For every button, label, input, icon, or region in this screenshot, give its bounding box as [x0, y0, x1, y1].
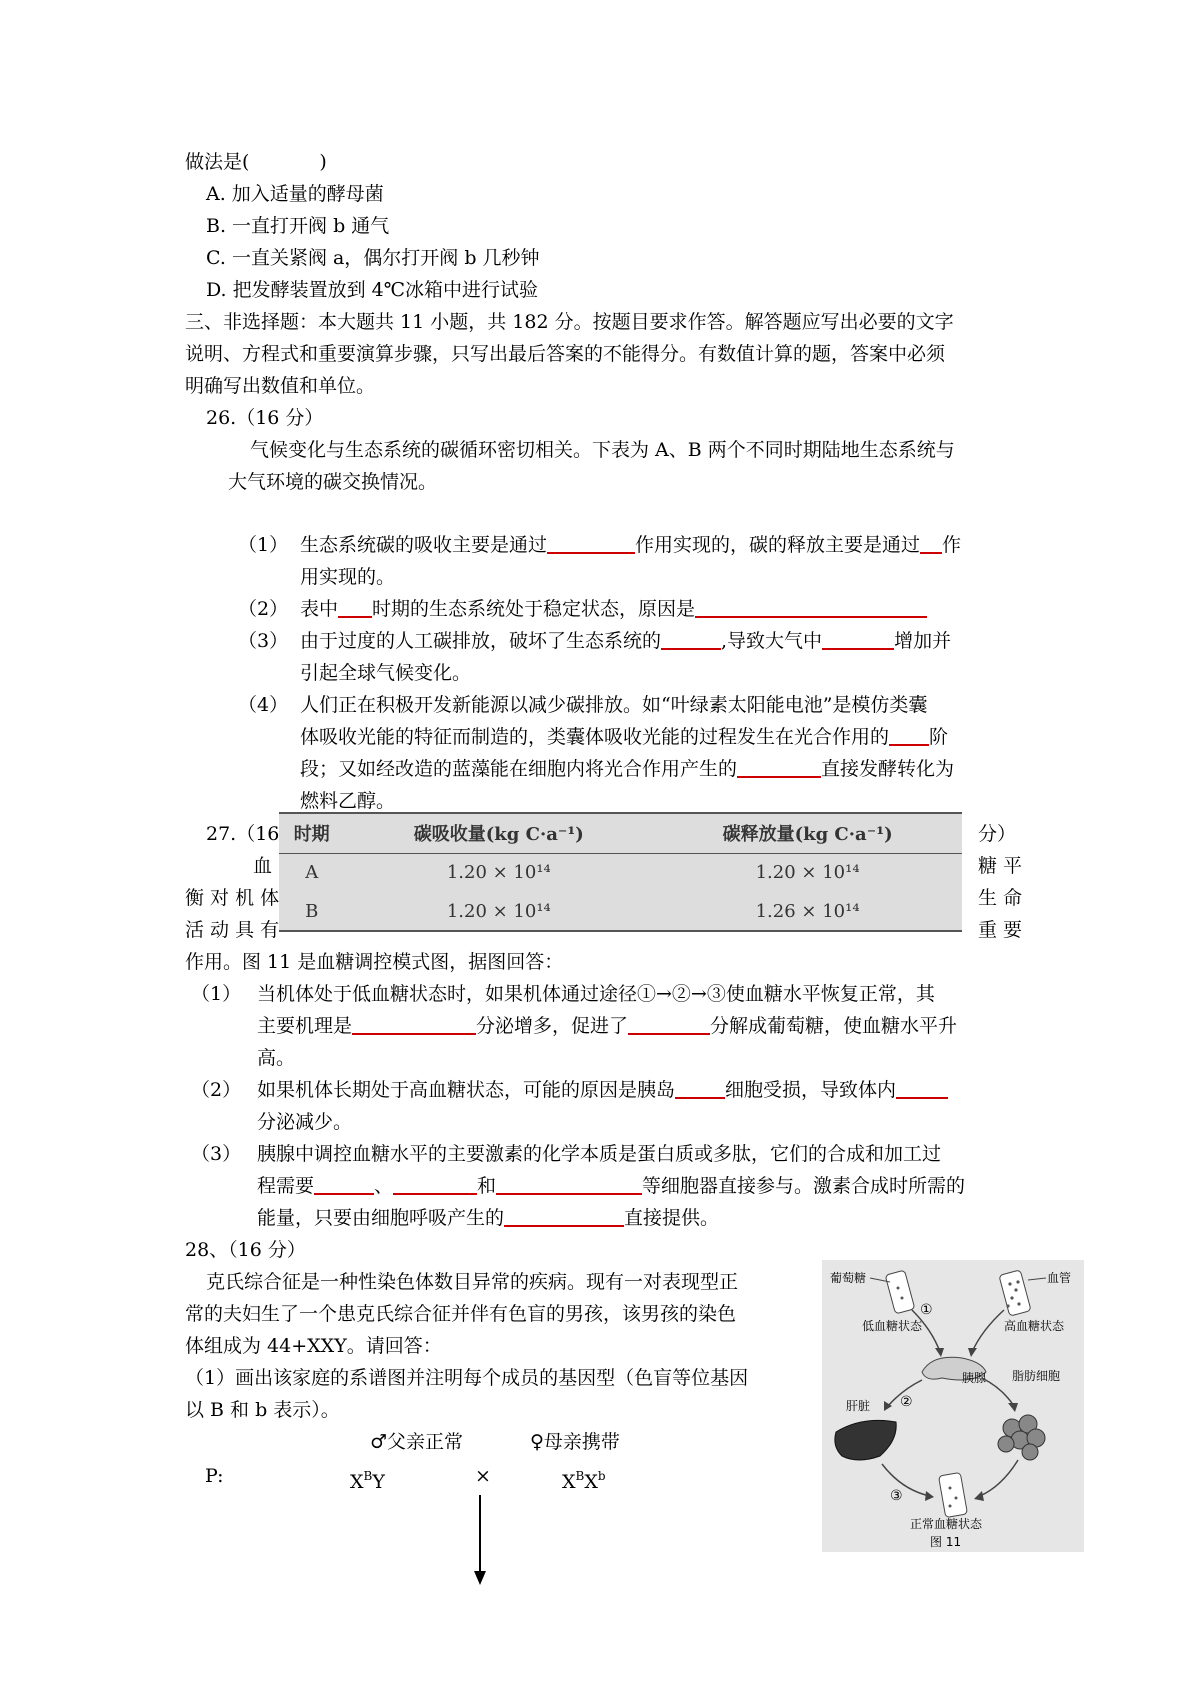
cross-symbol: ×: [475, 1465, 491, 1487]
table-cell: 1.20 × 10¹⁴: [446, 862, 551, 884]
section3-line1: 三、非选择题：本大题共 11 小题，共 182 分。按题目要求作答。解答题应写出必要的文字: [185, 311, 954, 333]
table-cell: A: [305, 862, 319, 884]
table-header: 碳吸收量(kg C·a⁻¹): [413, 824, 584, 846]
high-glucose-vessel-icon: [999, 1270, 1031, 1316]
q27-wrap-right: 糖 平: [978, 855, 1023, 877]
answer-blank[interactable]: [314, 1173, 374, 1195]
blood-glucose-diagram: [822, 1260, 1084, 1552]
answer-blank[interactable]: [496, 1173, 642, 1195]
q27-item1-line1: 当机体处于低血糖状态时，如果机体通过途径①→②→③使血糖水平恢复正常，其: [257, 983, 935, 1005]
q27-item3-number: （3）: [191, 1143, 242, 1165]
answer-blank[interactable]: [338, 596, 372, 618]
q27-item3-line3: 能量，只要由细胞呼吸产生的 直接提供。: [257, 1207, 720, 1229]
answer-blank[interactable]: [889, 724, 929, 746]
q25-stem: 做法是( ): [185, 151, 327, 173]
vessel-label: 血管: [1047, 1271, 1072, 1285]
q25-option-a: A. 加入适量的酵母菌: [206, 183, 384, 205]
q27-intro: 作用。图 11 是血糖调控模式图，据图回答：: [185, 951, 564, 973]
answer-blank[interactable]: [920, 532, 942, 554]
answer-blank[interactable]: [628, 1013, 710, 1035]
q26-intro-line1: 气候变化与生态系统的碳循环密切相关。下表为 A、B 两个不同时期陆地生态系统与: [250, 439, 955, 461]
q27-item3-line1: 胰腺中调控血糖水平的主要激素的化学本质是蛋白质或多肽，它们的合成和加工过: [257, 1143, 942, 1165]
q26-intro-line2: 大气环境的碳交换情况。: [228, 471, 438, 493]
section3-line3: 明确写出数值和单位。: [185, 375, 376, 397]
q26-item4-line1: 人们正在积极开发新能源以减少碳排放。如“叶绿素太阳能电池”是模仿类囊: [300, 694, 928, 716]
parent-generation-label: P:: [205, 1465, 224, 1487]
figure-caption: 图 11: [930, 1535, 962, 1549]
figure-11-diagram: [822, 1260, 1084, 1552]
q27-item2-line1: 如果机体长期处于高血糖状态，可能的原因是胰岛 细胞受损，导致体内: [257, 1076, 948, 1104]
q28-q1-line1: （1）画出该家庭的系谱图并注明每个成员的基因型（色盲等位基因: [185, 1367, 749, 1389]
q26-item4-line4: 燃料乙醇。: [300, 790, 396, 812]
q28-intro-line2: 常的夫妇生了一个患克氏综合征并伴有色盲的男孩，该男孩的染色: [185, 1303, 737, 1325]
q27-wrap-right: 重 要: [978, 919, 1023, 941]
q26-item3-line2: 引起全球气候变化。: [300, 662, 472, 684]
q26-item4-line2: 体吸收光能的特征而制造的，类囊体吸收光能的过程发生在光合作用的 阶: [300, 726, 949, 748]
q25-option-d: D. 把发酵装置放到 4℃冰箱中进行试验: [206, 279, 539, 301]
q28-intro-line1: 克氏综合征是一种性染色体数目异常的疾病。现有一对表现型正: [206, 1271, 739, 1293]
table-row: [279, 892, 962, 931]
q26-item4-number: （4）: [238, 694, 289, 716]
pancreas-label: 胰腺: [962, 1371, 987, 1385]
q27-item1-line2: 主要机理是 分泌增多，促进了 分解成葡萄糖，使血糖水平升: [257, 1015, 958, 1037]
q26-item2-line1: 表中 时期的生态系统处于稳定状态，原因是: [300, 595, 927, 623]
answer-blank[interactable]: [504, 1205, 624, 1227]
answer-blank[interactable]: [675, 1077, 725, 1099]
q25-option-b: B. 一直打开阀 b 通气: [206, 215, 390, 237]
q27-item1-number: （1）: [191, 983, 242, 1005]
q26-item1-line2: 用实现的。: [300, 566, 396, 588]
low-glucose-vessel-icon: [885, 1270, 915, 1314]
glucose-label: 葡萄糖: [830, 1271, 867, 1285]
section3-line2: 说明、方程式和重要演算步骤，只写出最后答案的不能得分。有数值计算的题，答案中必须: [185, 343, 946, 365]
q26-title: 26.（16 分）: [206, 407, 324, 429]
answer-blank[interactable]: [661, 628, 721, 650]
low-glucose-label: 低血糖状态: [862, 1319, 923, 1333]
q26-item2-number: （2）: [238, 598, 289, 620]
table-cell: B: [305, 900, 319, 922]
q27-item3-line2: 程需要 、 和 等细胞器直接参与。激素合成时所需的: [257, 1175, 966, 1197]
down-arrow-icon: [470, 1495, 490, 1587]
normal-glucose-vessel-icon: [939, 1472, 968, 1517]
carbon-exchange-table: [279, 812, 962, 932]
q27-item2-number: （2）: [191, 1079, 242, 1101]
q26-item1-line1: 生态系统碳的吸收主要是通过 作用实现的，碳的释放主要是通过 作: [300, 534, 962, 556]
q27-item1-line3: 高。: [257, 1047, 296, 1069]
table-row: [279, 853, 962, 892]
q27-wrap-left: 血: [253, 855, 273, 877]
mother-genotype: $X^BX^b$: [562, 1469, 606, 1493]
q26-item3-number: （3）: [238, 630, 289, 652]
father-label: ♂父亲正常: [370, 1431, 464, 1453]
q27-wrap-left: 衡 对 机 体: [185, 887, 280, 909]
answer-blank[interactable]: [393, 1173, 477, 1195]
q27-title-start: 27.（16: [206, 823, 280, 845]
q27-item2-line2: 分泌减少。: [257, 1111, 353, 1133]
liver-label: 肝脏: [846, 1399, 871, 1413]
table-cell: 1.20 × 10¹⁴: [446, 900, 551, 922]
high-glucose-label: 高血糖状态: [1004, 1319, 1065, 1333]
q27-wrap-right: 生 命: [978, 887, 1023, 909]
answer-blank[interactable]: [547, 532, 635, 554]
q26-item1-number: （1）: [238, 534, 289, 556]
liver-icon: [835, 1420, 896, 1460]
normal-glucose-label: 正常血糖状态: [910, 1517, 983, 1531]
q27-title-end: 分）: [978, 823, 1017, 845]
mother-label: ♀母亲携带: [530, 1431, 620, 1453]
fat-cell-label: 脂肪细胞: [1012, 1369, 1061, 1383]
father-genotype: $X^BY$: [350, 1469, 385, 1493]
fat-cells-icon: [998, 1415, 1045, 1460]
table-cell: 1.20 × 10¹⁴: [755, 862, 860, 884]
answer-blank[interactable]: [896, 1077, 948, 1099]
q26-item3-line1: 由于过度的人工碳排放，破坏了生态系统的 ,导致大气中 增加并: [300, 630, 952, 652]
q28-title: 28、（16 分）: [185, 1239, 306, 1261]
table-header-row: [279, 813, 962, 853]
q28-q1-line2: 以 B 和 b 表示）。: [185, 1399, 340, 1421]
q28-intro-line3: 体组成为 44+XXY。请回答：: [185, 1335, 442, 1357]
table-cell: 1.26 × 10¹⁴: [755, 900, 860, 922]
answer-blank[interactable]: [352, 1013, 476, 1035]
table-header: 时期: [293, 824, 330, 846]
path-1-label: ①: [920, 1302, 933, 1318]
path-2-label: ②: [900, 1394, 913, 1410]
q27-wrap-left: 活 动 具 有: [185, 919, 280, 941]
answer-blank[interactable]: [822, 628, 894, 650]
answer-blank[interactable]: [737, 756, 821, 778]
q25-option-c: C. 一直关紧阀 a，偶尔打开阀 b 几秒钟: [206, 247, 540, 269]
path-3-label: ③: [890, 1488, 903, 1504]
q26-item4-line3: 段；又如经改造的蓝藻能在细胞内将光合作用产生的 直接发酵转化为: [300, 758, 955, 780]
answer-blank[interactable]: [695, 596, 927, 618]
table-header: 碳释放量(kg C·a⁻¹): [722, 824, 893, 846]
